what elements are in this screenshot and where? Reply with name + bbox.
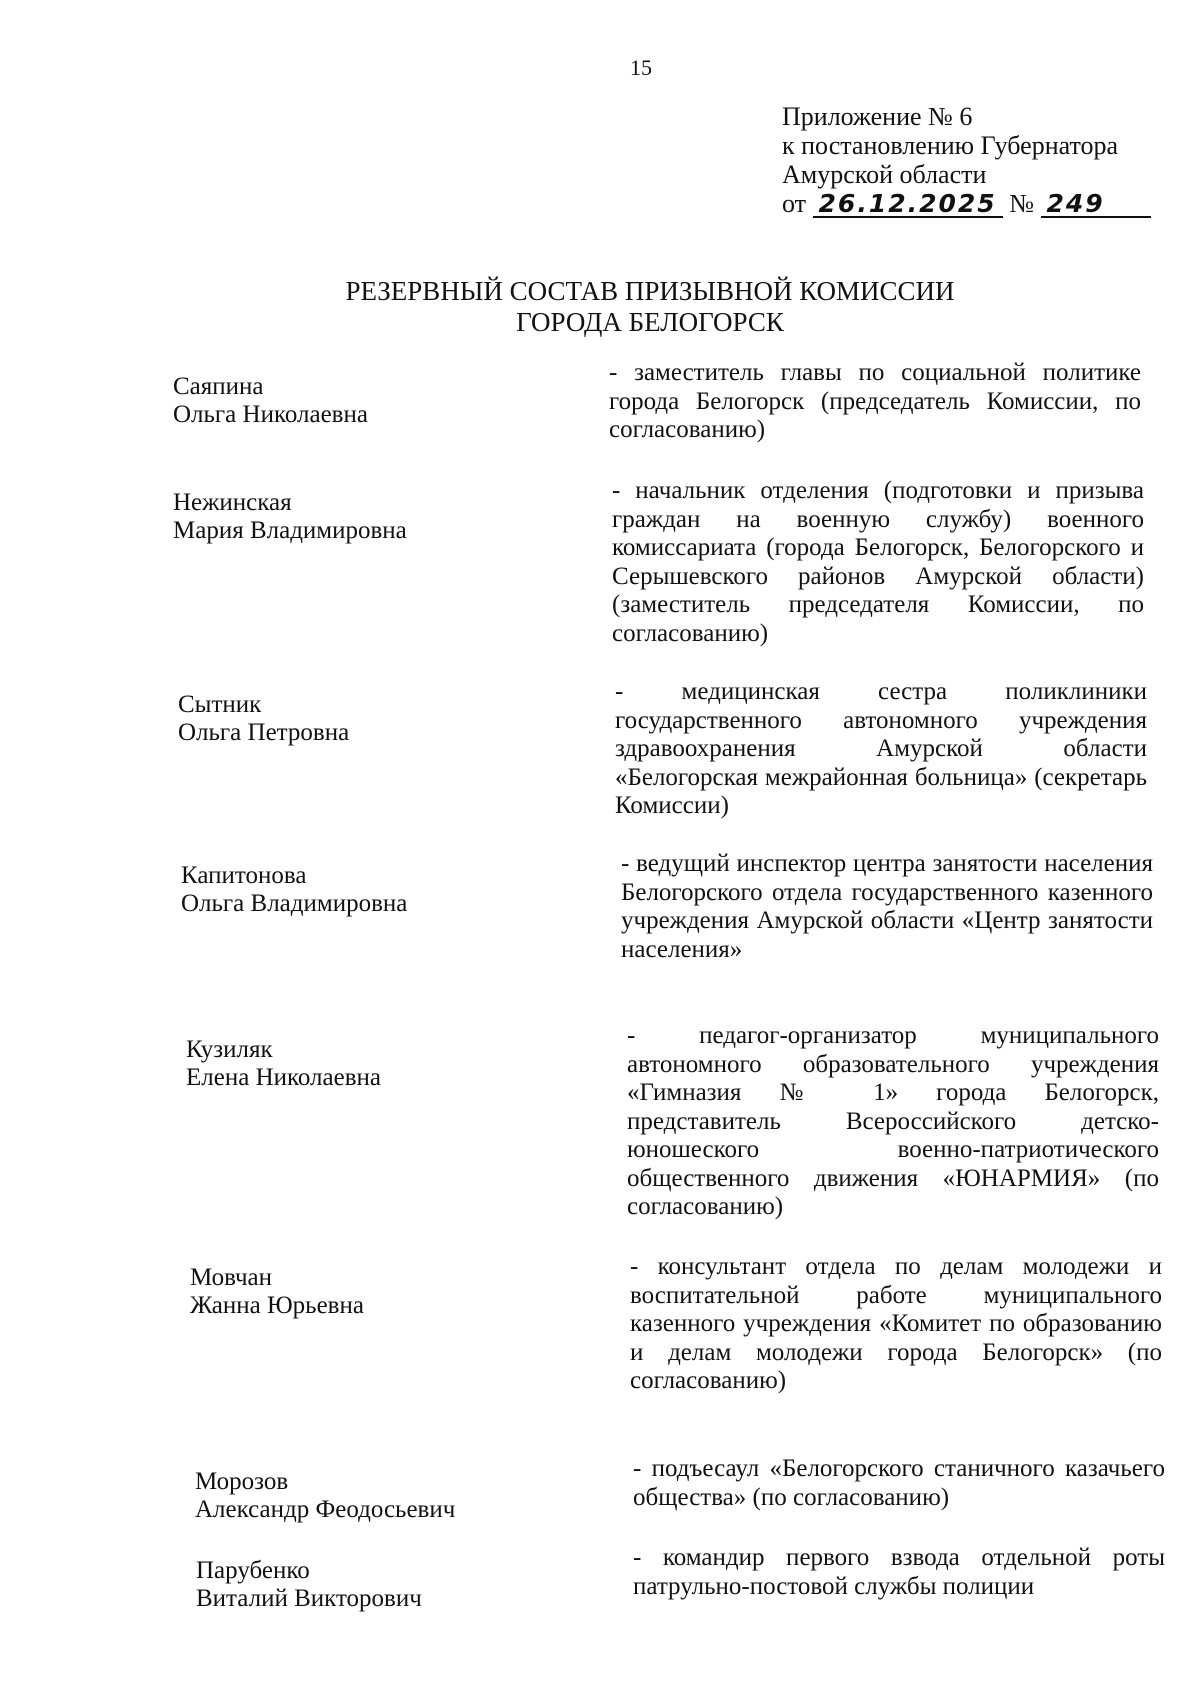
member-given-names: Александр Феодосьевич bbox=[195, 1496, 456, 1523]
date-prefix: от bbox=[782, 189, 807, 218]
member-given-names: Елена Николаевна bbox=[186, 1064, 381, 1091]
member-given-names: Виталий Викторович bbox=[196, 1585, 422, 1612]
appendix-header bbox=[782, 102, 1162, 218]
appendix-date-line bbox=[782, 189, 1162, 218]
member-name bbox=[173, 373, 543, 429]
member-name bbox=[173, 489, 543, 545]
member-given-names: Ольга Николаевна bbox=[173, 401, 368, 428]
member-given-names: Жанна Юрьевна bbox=[190, 1292, 364, 1319]
member-surname: Морозов bbox=[195, 1468, 289, 1495]
member-name bbox=[195, 1468, 565, 1524]
member-given-names: Ольга Владимировна bbox=[181, 890, 408, 917]
member-role: - консультант отдела по делам молодежи и воспитательной работе муниципального казенного учреждения «Комитет по образованию и делам молодежи города Белогорск» (по согласованию) bbox=[630, 1253, 1162, 1394]
number-sign: № bbox=[1009, 189, 1034, 218]
member-surname: Парубенко bbox=[196, 1557, 310, 1584]
member-name bbox=[178, 691, 548, 747]
handwritten-number: 249 bbox=[1041, 192, 1151, 218]
member-given-names: Мария Владимировна bbox=[173, 517, 407, 544]
page-number: 15 bbox=[630, 55, 652, 80]
member-role: - педагог-организатор муниципального автономного образовательного учреждения «Гимназия № 1» города Белогорск, представитель Всероссийского детско-юношеского военно-патриотического общественного движения «ЮНАРМИЯ» (по согласованию) bbox=[627, 1022, 1159, 1220]
title-line-2: ГОРОДА БЕЛОГОРСК bbox=[516, 307, 784, 337]
appendix-line-1: Приложение № 6 bbox=[782, 102, 973, 131]
member-role: - медицинская сестра поликлиники государственного автономного учреждения здравоохранения Амурской области «Белогорская межрайонная больница» (секретарь Комиссии) bbox=[615, 678, 1147, 819]
member-role: - подъесаул «Белогорского станичного казачьего общества» (по согласованию) bbox=[633, 1455, 1165, 1511]
member-given-names: Ольга Петровна bbox=[178, 719, 350, 746]
member-surname: Капитонова bbox=[181, 862, 307, 889]
member-role: - начальник отделения (подготовки и призыва граждан на военную службу) военного комиссариата (города Белогорск, Белогорского и Серышевского районов Амурской области) (заместитель председателя Комиссии, по согласованию) bbox=[612, 477, 1144, 647]
member-name bbox=[190, 1264, 560, 1320]
member-surname: Нежинская bbox=[173, 489, 292, 516]
member-role: - ведущий инспектор центра занятости населения Белогорского отдела государственного казенного учреждения Амурской области «Центр занятости населения» bbox=[621, 850, 1153, 963]
member-name bbox=[186, 1036, 556, 1092]
document-title bbox=[200, 276, 1100, 338]
title-line-1: РЕЗЕРВНЫЙ СОСТАВ ПРИЗЫВНОЙ КОМИССИИ bbox=[345, 276, 955, 306]
member-role: - командир первого взвода отдельной роты патрульно-постовой службы полиции bbox=[633, 1544, 1165, 1600]
member-role: - заместитель главы по социальной политике города Белогорск (председатель Комиссии, по согласованию) bbox=[609, 359, 1141, 443]
appendix-line-2: к постановлению Губернатора bbox=[782, 131, 1119, 160]
appendix-line-3: Амурской области bbox=[782, 160, 987, 189]
member-surname: Кузиляк bbox=[186, 1036, 273, 1063]
member-surname: Сытник bbox=[178, 691, 262, 718]
handwritten-date: 26.12.2025 bbox=[813, 192, 1003, 218]
member-surname: Саяпина bbox=[173, 373, 264, 400]
member-name bbox=[196, 1557, 566, 1613]
member-surname: Мовчан bbox=[190, 1264, 273, 1291]
member-name bbox=[181, 862, 551, 918]
